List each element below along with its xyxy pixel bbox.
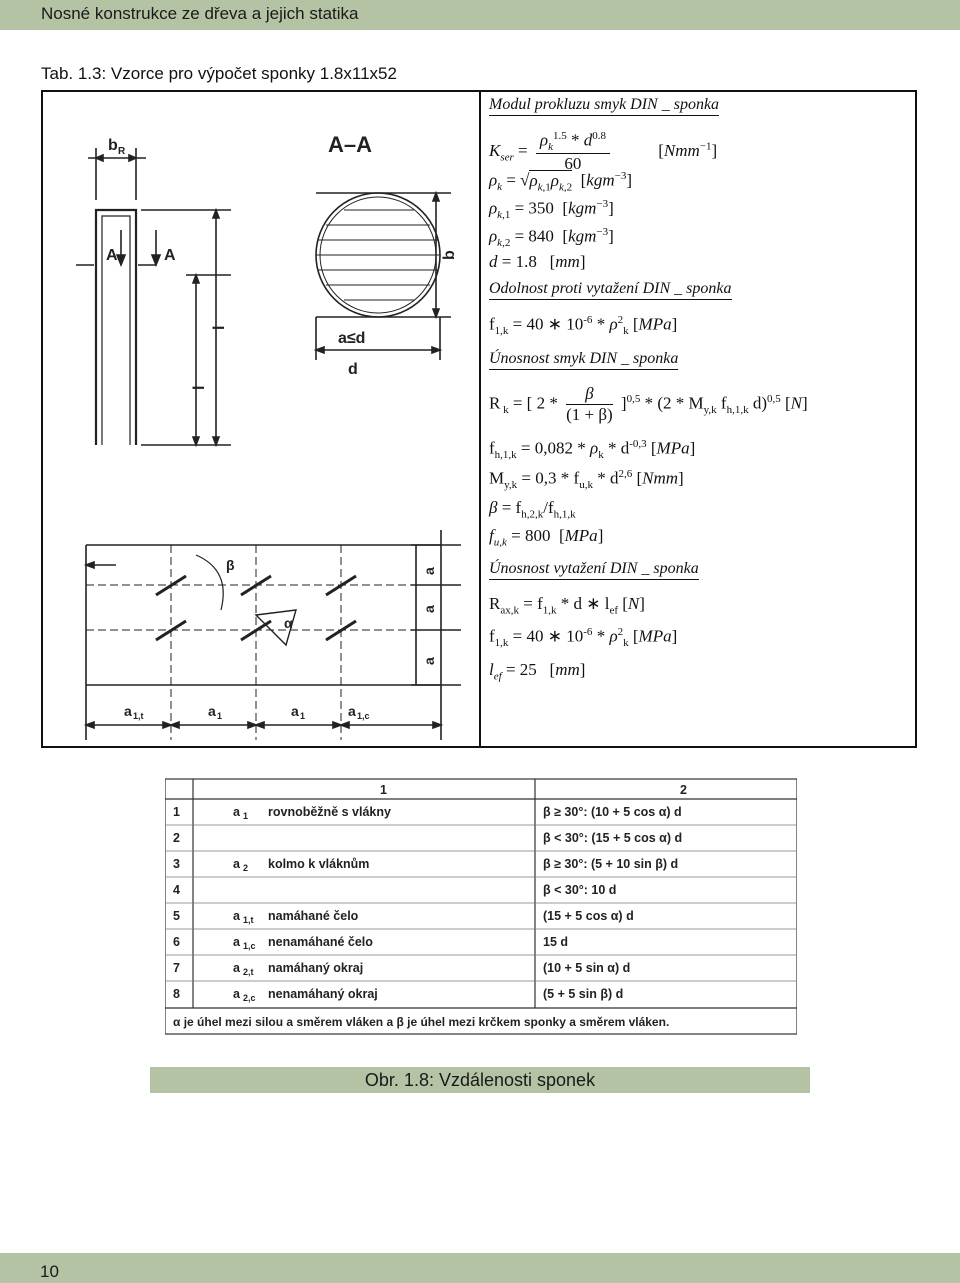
label-a1-1: a [208,703,216,719]
heading-vytazeni: Únosnost vytažení DIN _ sponka [489,560,699,580]
table-title: Tab. 1.3: Vzorce pro výpočet sponky 1.8x11x52 [41,64,397,83]
label-a2c: a [421,657,437,665]
formula-myk: $M_{y,k} = 0,3 * f_{u,k} * d^{2,6}$ [Nmm] [489,468,684,492]
label-ln: l [211,325,228,330]
table-row-value: β < 30°: 10 d [543,883,617,897]
table-row-symbol: a [233,987,240,1001]
table-row-number: 2 [173,831,180,845]
label-a1t: a [124,703,132,719]
table-row-value: 15 d [543,935,569,949]
label-A-left: A [106,247,118,264]
table-row-value: β ≥ 30°: (5 + 10 sin β) d [543,857,679,871]
label-beta: β [226,557,235,573]
table-row-description: rovnoběžně s vlákny [268,805,391,819]
table-row-description: namáhaný okraj [268,961,364,975]
label-alpha: α [284,615,293,631]
label-a1t-sub: 1,t [133,711,144,721]
figure-caption: Obr. 1.8: Vzdálenosti sponek [364,1070,596,1090]
table-row-value: (5 + 5 sin β) d [543,987,624,1001]
running-footer [0,1253,960,1283]
heading-odolnost: Odolnost proti vytažení DIN _ sponka [489,280,732,300]
label-a1-2-sub: 1 [300,711,306,721]
figure-caption-bar [150,1067,810,1093]
label-b: b [441,250,458,260]
label-bR-sub: R [118,146,126,157]
staple-drawing [56,100,471,740]
header-title: Nosné konstrukce ze dřeva a jejich statika [41,4,359,23]
spacing-table [165,775,797,1040]
table-row-symbol-sub: 2 [243,863,249,873]
table-row-description: nenamáhaný okraj [268,987,378,1001]
table-row-symbol: a [233,909,240,923]
page-number: 10 [40,1262,59,1281]
table-divider [479,90,481,748]
table-row-symbol: a [233,805,240,819]
table-row-number: 7 [173,961,180,975]
formula-fh1k: $f_{h,1,k} = 0,082 * \rho_k * d^{-0,3}$ [MPa] [489,438,696,462]
col-header-1: 1 [380,783,387,797]
table-row-symbol-sub: 1,t [243,915,254,925]
table-row-symbol-sub: 2,c [243,993,256,1003]
table-row-value: β ≥ 30°: (10 + 5 cos α) d [543,805,682,819]
label-a1c-sub: 1,c [357,711,370,721]
table-row-description: kolmo k vláknům [268,857,370,871]
formula-raxk: $R_{ax,k} = f_{1,k} * d$ ∗ $l_{ef}$ [N] [489,594,645,617]
label-bR: b [108,137,118,154]
table-row-number: 6 [173,935,180,949]
table-row-number: 3 [173,857,180,871]
formula-rho-k: $\rho_k = √\rho_{k,1}\rho_{k,2}$ [kgm$^{-3}$] [489,170,632,194]
label-lH: l [191,385,208,390]
running-header [0,0,960,30]
table-row-number: 8 [173,987,180,1001]
formula-kser: $K_{ser}$ = $\frac{\rho_k^{1.5} * d^{0.8}}{60}$ [Nmm$^{-1}$] [489,130,718,174]
table-row-description: nenamáhané čelo [268,935,373,949]
staple-elevation [76,148,231,445]
label-a2: a [421,605,437,613]
formula-rho-k1: $\rho_{k,1} = 350$ [kgm$^{-3}$] [489,198,614,222]
label-A-right: A [164,247,176,264]
formula-lef: $l_{ef} = 25$ [mm] [489,660,586,683]
label-a1-1-sub: 1 [217,711,223,721]
table-row-value: (10 + 5 sin α) d [543,961,631,975]
formula-rk: R $_k$ = [ 2 * $\frac{\beta}{(1 + \beta)}$ ]$^{0,5} * (2 * M_{y,k}$ $f_{h,1,k}$ d)$^{0,5}$ [N] [489,384,808,424]
table-row-symbol-sub: 1,c [243,941,256,951]
label-d: d [348,361,358,378]
table-row-number: 5 [173,909,180,923]
spacing-plan [86,530,461,740]
cross-section [316,193,451,360]
formula-column [489,94,909,744]
table-row-number: 4 [173,883,180,897]
label-section: A–A [328,132,373,157]
table-row-symbol: a [233,857,240,871]
table-row-number: 1 [173,805,180,819]
formula-f1k: $f_{1,k} = 40$ ∗ $10^{-6} * \rho^2_k$ [MPa] [489,314,678,338]
col-header-2: 2 [680,783,687,797]
label-a2t: a [421,567,437,575]
table-row-value: (15 + 5 cos α) d [543,909,634,923]
table-row-value: β < 30°: (15 + 5 cos α) d [543,831,683,845]
table-row-symbol-sub: 1 [243,811,249,821]
table-row-symbol: a [233,935,240,949]
formula-fuk: $f_{u,k} = 800$ [MPa] [489,526,604,549]
table-note: α je úhel mezi silou a směrem vláken a β je úhel mezi krčkem sponky a směrem vláken. [173,1015,670,1029]
formula-d: d = 1.8 [mm] [489,252,586,271]
formula-beta: $\beta = f_{h,2,k}/f_{h,1,k}$ [489,498,576,521]
table-row-description: namáhané čelo [268,909,359,923]
formula-f1k-2: $f_{1,k} = 40$ ∗ $10^{-6} * \rho^2_k$ [MPa] [489,626,678,650]
label-a1c: a [348,703,356,719]
heading-modul: Modul prokluzu smyk DIN _ sponka [489,96,719,116]
formula-rho-k2: $\rho_{k,2} = 840$ [kgm$^{-3}$] [489,226,614,250]
label-a1-2: a [291,703,299,719]
table-row-symbol: a [233,961,240,975]
table-row-symbol-sub: 2,t [243,967,254,977]
heading-unosnost-smyk: Únosnost smyk DIN _ sponka [489,350,678,370]
label-a-le-d: a≤d [338,330,366,347]
